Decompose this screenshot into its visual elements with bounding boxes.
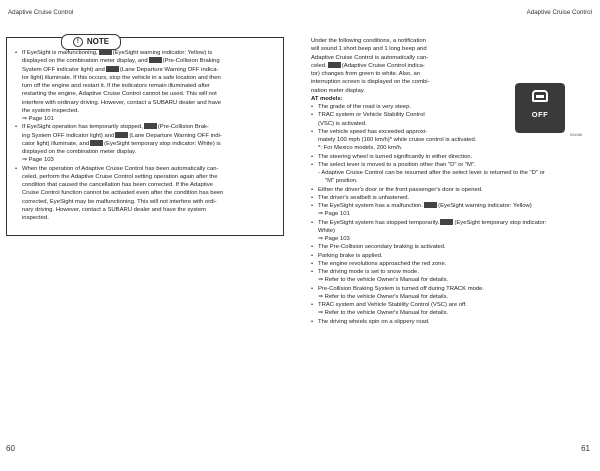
text-line: System OFF indicator light) and (Lane Departure Warning OFF indica- <box>22 66 219 73</box>
text-line: • The engine revolutions approached the red zone. <box>311 260 593 268</box>
text-line: displayed on the combination meter display, and (Pre-Collision Braking <box>22 58 220 65</box>
text-line: the system inspected. <box>22 107 79 114</box>
text-line: condition that caused the cancellation has been corrected. If the Adaptive <box>22 182 213 188</box>
indicator-icon <box>424 202 437 208</box>
text-line: • The grade of the road is very steep. <box>311 103 518 111</box>
note-title: NOTE <box>86 37 110 46</box>
text-line: • When the operation of Adaptive Cruise Control has been automatically can- <box>15 165 277 173</box>
text-line: • Parking brake is applied. <box>311 252 593 260</box>
car-icon <box>532 90 548 102</box>
right-column <box>311 37 593 326</box>
note-heading <box>61 34 121 50</box>
indicator-icon <box>90 140 103 146</box>
figure-id: 004166 <box>570 133 582 137</box>
text-line: ⇒ Page 103 <box>318 236 350 242</box>
text-line: ⇒ Page 101 <box>318 211 350 218</box>
text-line: ⇒ Refer to the vehicle Owner's Manual for details. <box>318 277 449 284</box>
exclamation-icon: ! <box>73 37 83 47</box>
text-line: Cruise Control function cannot be activated even after the condition has been <box>22 190 224 197</box>
text-line: "M" position. <box>325 178 358 185</box>
text-line: • Either the driver's door or the front passenger's door is opened. <box>311 186 593 194</box>
page-number-left: 60 <box>6 444 15 453</box>
text-line: (VSC) is activated. <box>318 120 367 127</box>
text-line: Under the following conditions, a notification <box>311 38 426 44</box>
indicator-icon <box>99 49 112 55</box>
text-line: ⇒ Refer to the vehicle Owner's Manual for details. <box>318 310 449 317</box>
display-off-label: OFF <box>531 110 549 119</box>
text-line: • The EyeSight system has a malfunction. (EyeSight warning indicator: Yellow) <box>311 202 593 210</box>
text-line: nation meter display. <box>311 87 365 94</box>
text-line: mately 100 mph (160 km/h)* while cruise control is activated. <box>318 137 477 143</box>
text-line: interruption screen is displayed on the combi- <box>311 79 430 86</box>
text-line: • The vehicle speed has exceeded approxi- <box>311 128 518 136</box>
text-line: inspected. <box>22 215 49 221</box>
note-body <box>15 49 277 222</box>
text-line: ing System OFF indicator light) and (Lane Departure Warning OFF indi- <box>22 132 222 139</box>
text-line: • The driver's seatbelt is unfastened. <box>311 194 593 202</box>
text-line: • The Pre-Collision secondary braking is activated. <box>311 243 593 251</box>
acc-off-display <box>515 83 565 133</box>
text-line: tor) changes from green to white. Also, an <box>311 71 421 77</box>
text-line: ⇒ Refer to the vehicle Owner's Manual for details. <box>318 293 449 300</box>
text-line: - Adaptive Cruise Control can be resumed after the select lever is returned to the "D" or <box>318 170 545 176</box>
text-line: interfere with ordinary driving. However, contact a SUBARU dealer and have <box>22 99 222 106</box>
indicator-icon <box>144 123 157 129</box>
text-line: • TRAC system or Vehicle Stability Control <box>311 111 518 119</box>
text-line: *: For Mexico models, 200 km/h. <box>318 145 403 152</box>
text-line: • The EyeSight system has stopped temporarily. (EyeSight temporary stop indicator: <box>311 219 593 227</box>
page-number-right: 61 <box>581 444 590 453</box>
text-line: turn off the engine and restart it. If the indicators remain illuminated after <box>22 83 210 89</box>
text-line: nary driving. However, contact a SUBARU dealer and have the system <box>22 206 207 213</box>
text-line: cator light) illuminate, and (EyeSight temporary stop indicator: White) is <box>22 140 221 147</box>
text-line: restarting the engine, Adaptive Cruise Control cannot be used. This will not <box>22 91 217 98</box>
text-line: celed. (Adaptive Cruise Control indica- <box>311 62 425 69</box>
header-right: Adaptive Cruise Control <box>526 9 592 16</box>
header-left: Adaptive Cruise Control <box>8 9 74 16</box>
indicator-icon <box>115 132 128 138</box>
text-line: ⇒ Page 103 <box>22 157 54 164</box>
text-line: White) <box>318 227 336 234</box>
text-line: • The driving mode is set to snow mode. <box>311 268 593 276</box>
text-line: • The driving wheels spin on a slippery road. <box>311 318 593 326</box>
indicator-icon <box>328 62 341 68</box>
text-line: ⇒ Page 101 <box>22 116 54 122</box>
text-line: • If EyeSight is malfunctioning, (EyeSight warning indicator: Yellow) is <box>15 49 277 57</box>
text-line: displayed on the combination meter display. <box>22 149 137 155</box>
text-line: tor light) illuminate. If this occurs, stop the vehicle in a safe location and then <box>22 74 221 81</box>
text-line: • The steering wheel is turned significantly in either direction. <box>311 153 593 161</box>
text-line: • If EyeSight operation has temporarily stopped, (Pre-Collision Brak- <box>15 123 277 131</box>
section-heading: AT models: <box>311 95 343 102</box>
text-line: • The select lever is moved to a position other than "D" or "M". <box>311 161 593 169</box>
text-line: • Pre-Collision Braking System is turned off during TRACK mode. <box>311 285 593 293</box>
text-line: will sound 1 short beep and 1 long beep and <box>311 46 427 53</box>
indicator-icon <box>106 66 119 72</box>
text-line: • TRAC system and Vehicle Stability Control (VSC) are off. <box>311 301 593 309</box>
text-line: celed, perform the Adaptive Cruise Control setting operation again after the <box>22 173 218 180</box>
note-box <box>6 37 284 236</box>
indicator-icon <box>149 57 162 63</box>
indicator-icon <box>440 219 453 225</box>
text-line: corrected, EyeSight may be malfunctioning. This will not interfere with ordi- <box>22 198 217 205</box>
text-line: Adaptive Cruise Control is automatically can- <box>311 54 429 61</box>
